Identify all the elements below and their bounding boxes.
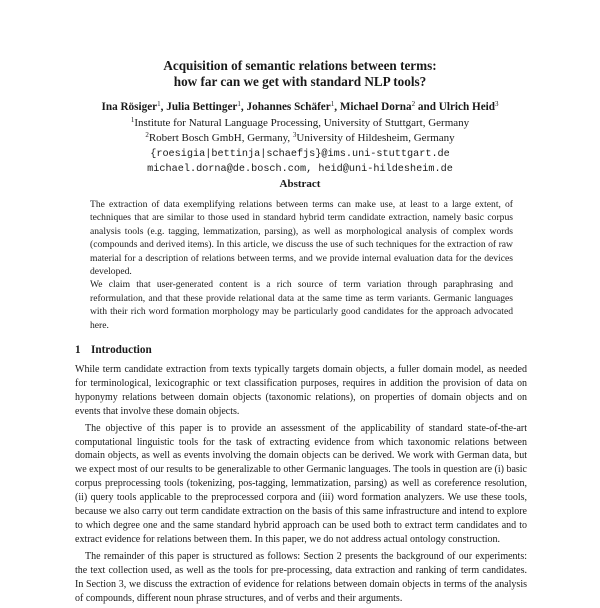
author-name: Ulrich Heid	[438, 101, 495, 113]
abstract-heading: Abstract	[279, 178, 321, 190]
author-name: Michael Dorna	[339, 101, 412, 113]
section-heading	[75, 343, 152, 357]
author-separator: ,	[160, 101, 167, 113]
author-affiliation-mark: 1	[237, 100, 241, 108]
email-line-2: michael.dorna@de.bosch.com, heid@uni-hildesheim.de	[147, 164, 453, 175]
affiliation-2-3	[40, 132, 560, 145]
author-affiliation-mark: 1	[157, 100, 161, 108]
author-name: Ina Rösiger	[101, 101, 158, 113]
section-number: 1	[75, 344, 81, 356]
author-conjunction: and	[415, 101, 439, 113]
section-body	[75, 363, 527, 608]
abstract-body	[90, 198, 513, 332]
affiliation-mark: 1	[130, 116, 135, 124]
email-line-1: {roesigia|bettinja|schaefjs}@ims.uni-stuttgart.de	[150, 149, 450, 160]
author-list	[40, 101, 560, 114]
abstract-paragraph: The extraction of data exemplifying relations between terms can make use, at least to a large extent, of techniques that are similar to those used in standard hybrid term candidate extraction, namely basic corpus analysis tools (e.g. tagging, lemmatization, parsing), as well as morphological analysis of complex words (compounds and derived items). In this article, we discuss the use of such techniques for the extraction of raw material for a description of relations between terms, and we provide internal evaluation data for the devices developed.	[90, 199, 513, 278]
affiliation-text: University of Hildesheim, Germany	[296, 132, 455, 144]
author-separator: ,	[334, 101, 340, 113]
author-affiliation-mark: 1	[330, 100, 335, 108]
body-paragraph: The objective of this paper is to provide an assessment of the applicability of standard state-of-the-art computational linguistic tools for the task of extracting evidence from which taxonomic relations between domain objects, as well as events involving the domain objects can be derived. We work with German data, but we expect most of our results to be generalizable to other Germanic languages. The tools in question are (i) basic corpus preprocessing tools (tokenizing, pos-tagging, lemmatization, parsing) as well as coreference resolution, (ii) query tools applicable to the preprocessed corpora and (iii) word formation analyzers. We use these tools, because we also carry out term candidate extraction on the basis of this same infrastructure and intend to explore to which degree one and the same standard hybrid approach can be used both to extract term candidates and to extract evidence for relations between them. In this paper, we do not address actual ontology construction.	[75, 422, 527, 545]
affiliation-text: Institute for Natural Language Processing, University of Stuttgart, Germany	[134, 117, 470, 129]
paper-title	[60, 58, 540, 90]
body-paragraph: While term candidate extraction from texts typically targets domain objects, a fuller domain model, as needed for terminological, lexicographic or text classification purposes, requires in addition the provision of data on hyponymy relations between domain objects (taxonomic relations), on properties of domain objects and on events that involve these domain objects.	[75, 364, 527, 417]
affiliation-mark: 2	[145, 131, 149, 139]
section-title: Introduction	[91, 344, 152, 356]
affiliation-mark: 3	[292, 131, 297, 139]
affiliation-text: Robert Bosch GmbH, Germany,	[148, 132, 293, 144]
author-name: Julia Bettinger	[166, 101, 238, 113]
author-name: Johannes Schäfer	[246, 101, 331, 113]
title-line-1: Acquisition of semantic relations between terms:	[163, 58, 437, 73]
author-separator: ,	[240, 101, 247, 113]
author-affiliation-mark: 3	[495, 100, 499, 108]
title-line-2: how far can we get with standard NLP tools?	[173, 74, 427, 89]
affiliation-1	[40, 117, 560, 130]
body-paragraph: The remainder of this paper is structured as follows: Section 2 presents the background of our experiments: the text collection used, as well as the tools for pre-processing, data extraction and ranking of term candidates. In Section 3, we discuss the extraction of evidence for relations between domain objects in terms of the analysis of compounds, different noun phrase structures, and of verbs and their arguments.	[75, 550, 527, 604]
author-affiliation-mark: 2	[411, 100, 416, 108]
abstract-paragraph: We claim that user-generated content is a rich source of term variation through paraphrasing and reformulation, and that these provide relational data at the same time as term variants. Germanic languages with their rich word formation morphology may be particularly good candidates for the approach advocated here.	[90, 279, 513, 331]
